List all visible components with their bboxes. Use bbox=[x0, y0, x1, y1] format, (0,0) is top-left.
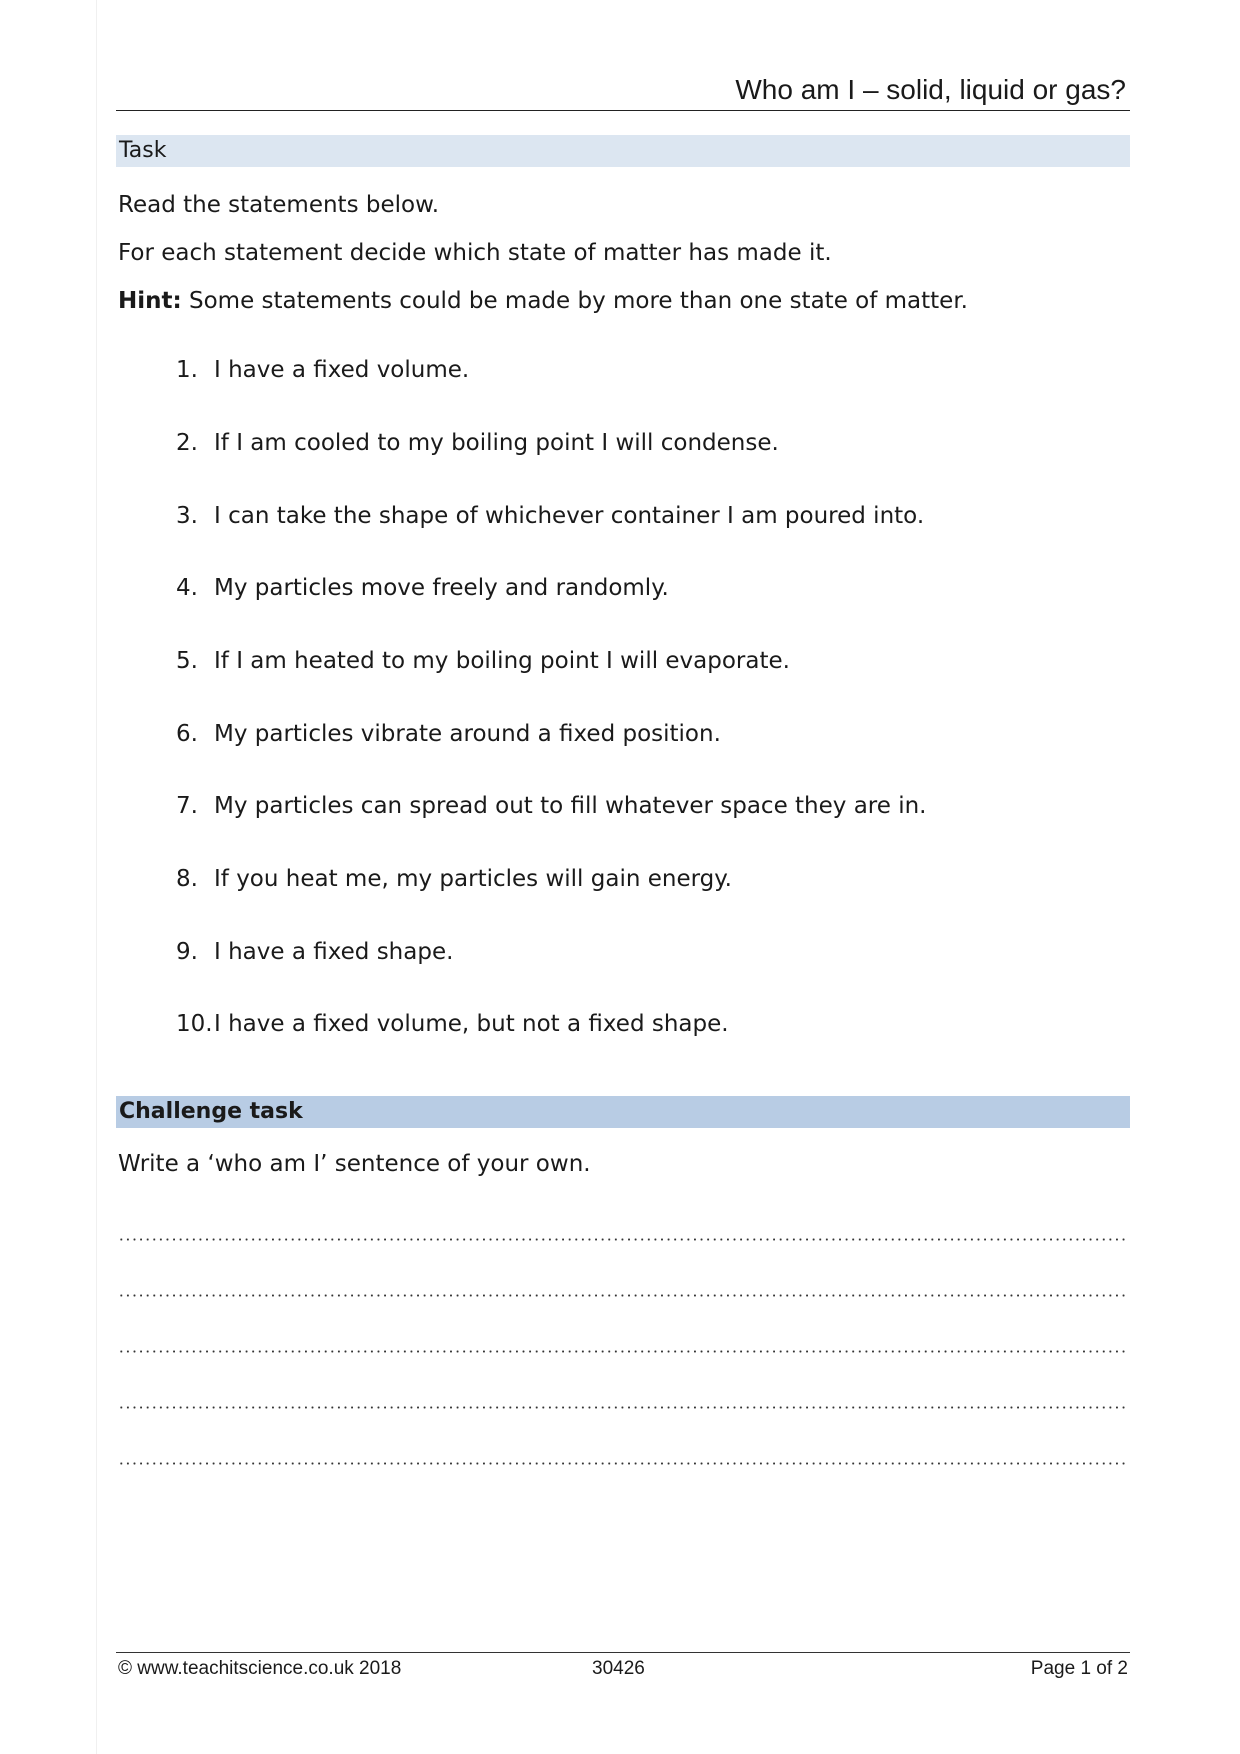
statement-text: If you heat me, my particles will gain energy. bbox=[214, 866, 732, 892]
statement-item bbox=[176, 939, 453, 965]
statement-item bbox=[176, 357, 469, 383]
statement-text: My particles move freely and randomly. bbox=[214, 575, 669, 601]
statement-number: 8. bbox=[176, 866, 198, 892]
footer-page-number: Page 1 of 2 bbox=[1030, 1658, 1128, 1679]
hint-label: Hint: bbox=[118, 288, 182, 314]
statement-number: 7. bbox=[176, 793, 198, 819]
intro-line-2: For each statement decide which state of matter has made it. bbox=[118, 240, 832, 266]
page-edge bbox=[96, 0, 97, 1754]
statement-text: I have a fixed volume, but not a fixed shape. bbox=[214, 1011, 729, 1037]
statement-number: 4. bbox=[176, 575, 198, 601]
task-heading: Task bbox=[116, 135, 1130, 167]
statement-item bbox=[176, 648, 790, 674]
footer-copyright: © www.teachitscience.co.uk 2018 bbox=[118, 1658, 402, 1679]
statement-number: 2. bbox=[176, 430, 198, 456]
answer-line[interactable] bbox=[118, 1462, 1128, 1465]
page-header bbox=[116, 70, 1130, 111]
statement-number: 9. bbox=[176, 939, 198, 965]
statement-text: If I am cooled to my boiling point I will condense. bbox=[214, 430, 779, 456]
statement-number: 10. bbox=[176, 1011, 213, 1037]
page-title: Who am I – solid, liquid or gas? bbox=[735, 74, 1126, 105]
answer-line[interactable] bbox=[118, 1238, 1128, 1241]
statement-text: My particles can spread out to fill whatever space they are in. bbox=[214, 793, 927, 819]
statement-text: I have a fixed volume. bbox=[214, 357, 470, 383]
statement-text: I have a fixed shape. bbox=[214, 939, 454, 965]
statement-number: 3. bbox=[176, 503, 198, 529]
hint-text: Some statements could be made by more than one state of matter. bbox=[181, 288, 968, 314]
statement-item bbox=[176, 793, 927, 819]
statement-item bbox=[176, 721, 721, 747]
intro-line-1: Read the statements below. bbox=[118, 192, 440, 218]
challenge-instruction: Write a ‘who am I’ sentence of your own. bbox=[118, 1151, 591, 1177]
statement-number: 1. bbox=[176, 357, 198, 383]
hint-line bbox=[118, 288, 968, 314]
answer-line[interactable] bbox=[118, 1350, 1128, 1353]
statement-number: 6. bbox=[176, 721, 198, 747]
answer-line[interactable] bbox=[118, 1294, 1128, 1297]
statement-text: I can take the shape of whichever container I am poured into. bbox=[214, 503, 925, 529]
statement-item bbox=[176, 430, 779, 456]
statement-item bbox=[176, 575, 669, 601]
statement-item bbox=[176, 503, 924, 529]
statement-number: 5. bbox=[176, 648, 198, 674]
statement-text: If I am heated to my boiling point I will evaporate. bbox=[214, 648, 790, 674]
answer-line[interactable] bbox=[118, 1406, 1128, 1409]
statement-item bbox=[176, 1011, 729, 1037]
footer-resource-code: 30426 bbox=[592, 1658, 645, 1679]
challenge-heading: Challenge task bbox=[116, 1096, 1130, 1128]
statement-item bbox=[176, 866, 732, 892]
page-footer bbox=[116, 1652, 1130, 1683]
statement-text: My particles vibrate around a fixed position. bbox=[214, 721, 721, 747]
